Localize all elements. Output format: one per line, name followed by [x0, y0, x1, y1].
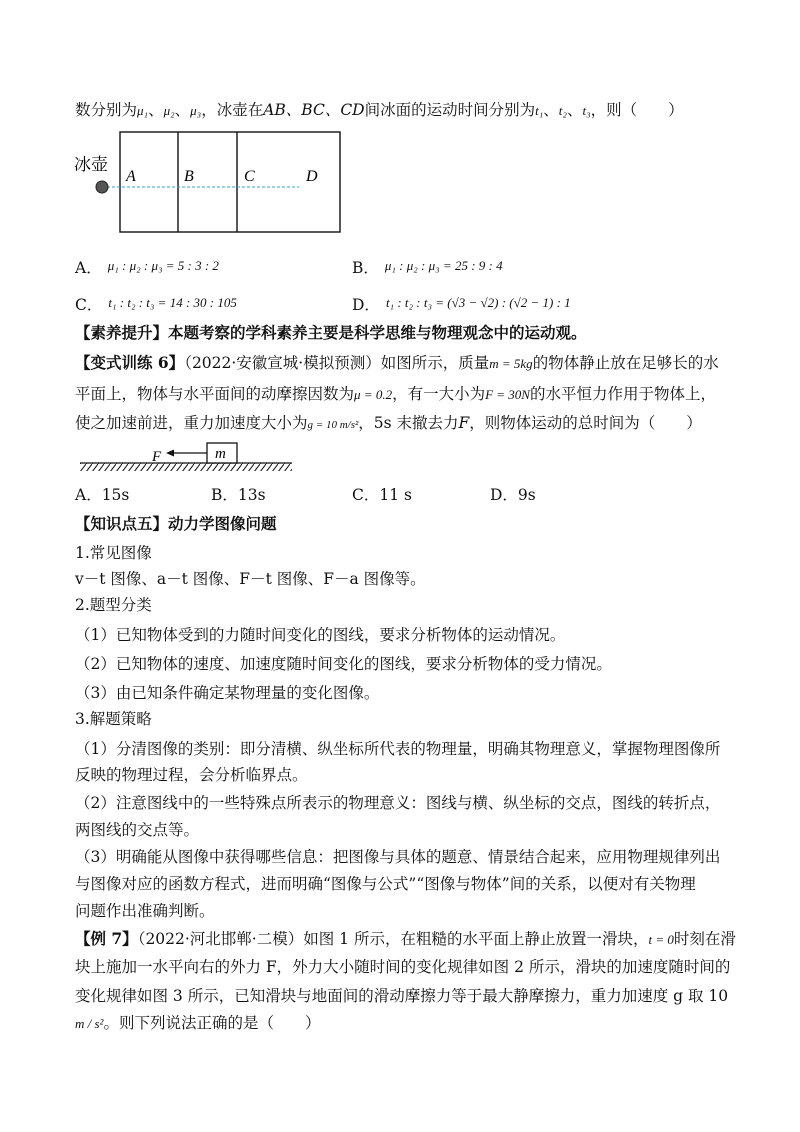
literacy-note — [75, 322, 587, 344]
strategy-1-line1: （1）分清图像的类别：即分清横、纵坐标所代表的物理量，明确其物理意义，掌握物理图像所 — [75, 740, 721, 758]
knowledge-point-title — [75, 513, 277, 535]
list-item: （3）由已知条件确定某物理量的变化图像。 — [75, 684, 380, 702]
section-bracket: 【例 7】 — [75, 929, 138, 948]
text: 间冰面的运动时间分别为 — [364, 101, 536, 119]
mass-value: m = 5kg — [489, 356, 533, 371]
curling-stone-icon — [96, 181, 108, 193]
section-bracket: 【变式训练 6】 — [75, 353, 185, 372]
example7-line1 — [75, 928, 736, 951]
option-d[interactable] — [490, 484, 536, 506]
option-b[interactable] — [211, 484, 266, 506]
text: 的物体静止放在足够长的水 — [532, 354, 719, 372]
example7-line2: 块上施加一水平向右的外力 F，外力大小随时间的变化规律如图 2 所示，滑块的加速度随时间的 — [75, 958, 731, 976]
option-a[interactable] — [75, 484, 129, 506]
unit-text: m / s² — [75, 1016, 104, 1031]
strategy-2-line1: （2）注意图线中的一些特殊点所表示的物理意义：图线与横、纵坐标的交点，图线的转折点， — [75, 794, 721, 812]
heading-1: 1.常见图像 — [75, 544, 152, 562]
option-text: B．13s — [211, 486, 266, 504]
option-d[interactable] — [352, 292, 571, 316]
section-title: 动力学图像问题 — [168, 514, 277, 533]
option-text: A．15s — [75, 486, 130, 504]
text: 使之加速前进，重力加速度大小为 — [75, 414, 308, 432]
time-zero: t = 0 — [648, 932, 674, 947]
mu1-symbol: μ₁ — [137, 103, 149, 118]
text: 时刻在滑 — [673, 930, 736, 948]
exercise6-line1 — [75, 352, 719, 375]
heading-3: 3.解题策略 — [75, 710, 152, 728]
strategy-3-line2: 与图像对应的函数方程式，进而明确“图像与公式”“图像与物体”间的关系，以便对有关物理 — [75, 875, 696, 893]
option-formula: t₁ : t₂ : t₃ = (√3 − √2) : (√2 − 1) : 1 — [385, 295, 571, 310]
curling-label: 冰壶 — [74, 155, 108, 175]
question-intro-line: 数分别为μ₁、μ₂、μ₃，冰壶在AB、BC、CD间冰面的运动时间分别为t₁、t₂、t₃，则（ ） — [75, 101, 684, 119]
mu3-symbol: μ₃ — [190, 103, 202, 118]
mu2-symbol: μ₂ — [163, 103, 175, 118]
text: ，则（ ） — [590, 101, 684, 119]
text: ，有一大小为 — [392, 385, 486, 403]
list-item: （2）已知物体的速度、加速度随时间变化的图线，要求分析物体的受力情况。 — [75, 655, 612, 673]
t1-symbol: t₁ — [535, 103, 544, 118]
text: （2022·安徽宣城·模拟预测）如图所示，质量 — [184, 354, 490, 372]
strategy-1-line2: 反映的物理过程，会分析临界点。 — [75, 766, 308, 784]
option-a[interactable] — [75, 255, 219, 279]
text: 的水平恒力作用于物体上， — [529, 385, 716, 403]
text: ，5s 末撤去力 — [358, 414, 459, 432]
section-bracket: 【素养提升】 — [75, 323, 169, 342]
text: 平面上，物体与水平面间的动摩擦因数为 — [75, 385, 355, 403]
graph-types-text: v－t 图像、a－t 图像、F－t 图像、F－a 图像等。 — [75, 570, 426, 588]
segment-labels: AB、BC、CD — [263, 101, 365, 119]
text: ，冰壶在 — [201, 101, 264, 119]
point-c-label: C — [244, 168, 255, 185]
exercise6-line3 — [75, 412, 702, 436]
text: 。则下列说法正确的是（ ） — [103, 1014, 321, 1032]
text: ，则物体运动的总时间为（ ） — [469, 414, 702, 432]
list-item: （1）已知物体受到的力随时间变化的图线，要求分析物体的运动情况。 — [75, 626, 566, 644]
curling-figure — [74, 130, 344, 240]
point-b-label: B — [184, 168, 194, 185]
strategy-3-line1: （3）明确能从图像中获得哪些信息：把图像与具体的题意、情景结合起来，应用物理规律列出 — [75, 848, 721, 866]
option-label: B． — [352, 259, 379, 277]
option-label: C． — [75, 296, 103, 314]
option-c[interactable] — [352, 484, 412, 506]
ground-hatching — [80, 463, 292, 471]
option-formula: t₁ : t₂ : t₃ = 14 : 30 : 105 — [108, 295, 237, 310]
arrow-head-icon — [166, 450, 174, 457]
point-d-label: D — [306, 168, 318, 185]
option-text: D．9s — [490, 486, 536, 504]
force-symbol: F — [458, 414, 470, 432]
strategy-2-line2: 两图线的交点等。 — [75, 821, 200, 839]
force-value: F = 30N — [485, 387, 530, 402]
gravity-value: g = 10 m/s² — [307, 419, 359, 431]
heading-2: 2.题型分类 — [75, 596, 152, 614]
text: 数分别为 — [75, 101, 138, 119]
text: （2022·河北邯郸·二模）如图 1 所示，在粗糙的水平面上静止放置一滑块， — [137, 930, 649, 948]
option-text: C．11 s — [352, 486, 412, 504]
t2-symbol: t₂ — [558, 103, 567, 118]
block-mass-label: m — [215, 446, 226, 462]
example7-line3: 变化规律如图 3 所示，已知滑块与地面间的滑动摩擦力等于最大静摩擦力，重力加速度 g 取 10 — [75, 987, 729, 1005]
text: 本题考察的学科素养主要是科学思维与物理观念中的运动观。 — [168, 323, 587, 342]
strategy-3-line3: 问题作出准确判断。 — [75, 902, 215, 920]
friction-coefficient: μ = 0.2 — [354, 387, 393, 402]
option-c[interactable] — [75, 292, 237, 316]
force-arrow-label: F — [152, 449, 162, 465]
option-formula: μ₁ : μ₂ : μ₃ = 25 : 9 : 4 — [384, 258, 503, 273]
section-bracket: 【知识点五】 — [75, 514, 169, 533]
t3-symbol: t₃ — [582, 103, 591, 118]
block-figure — [74, 440, 304, 480]
option-label: D． — [352, 296, 380, 314]
option-label: A． — [75, 259, 102, 277]
option-b[interactable] — [352, 255, 503, 279]
option-formula: μ₁ : μ₂ : μ₃ = 5 : 3 : 2 — [107, 258, 219, 273]
point-a-label: A — [126, 168, 136, 185]
example7-line4 — [75, 1012, 320, 1035]
exercise6-line2 — [75, 383, 716, 406]
